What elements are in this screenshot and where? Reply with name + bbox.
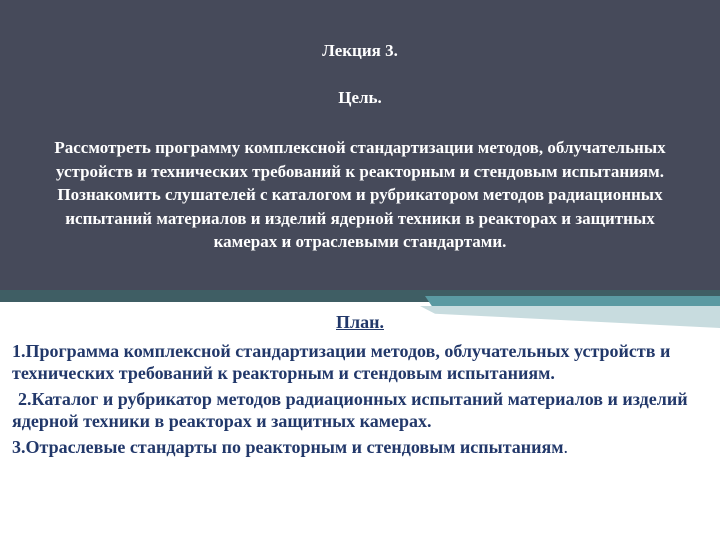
goal-title: Цель.	[338, 88, 382, 107]
plan-item-3-period: .	[563, 437, 568, 457]
goal-text: Рассмотреть программу комплексной стандартизации методов, облучательных устройств и технических требований к реакторным и стендовым испытаниям. Познакомить слушателей с каталогом и рубрикатором методов радиационных испытаний материалов и изделий ядерной техники в реакторах и защитных камерах и отраслевыми стандартами.	[54, 138, 666, 252]
plan-list	[12, 340, 712, 462]
lecture-title: Лекция 3.	[322, 41, 398, 60]
plan-item-2: 2.Каталог и рубрикатор методов радиационных испытаний материалов и изделий ядерной техники в реакторах и защитных камерах.	[12, 389, 688, 431]
plan-item-3-text: 3.Отраслевые стандарты по реакторным и стендовым испытаниям	[12, 437, 564, 457]
plan-item-3	[12, 436, 712, 458]
plan-title: План.	[336, 312, 384, 332]
plan-item-1: 1.Программа комплексной стандартизации методов, облучательных устройств и технических требований к реакторным и стендовым испытаниям.	[12, 341, 671, 383]
